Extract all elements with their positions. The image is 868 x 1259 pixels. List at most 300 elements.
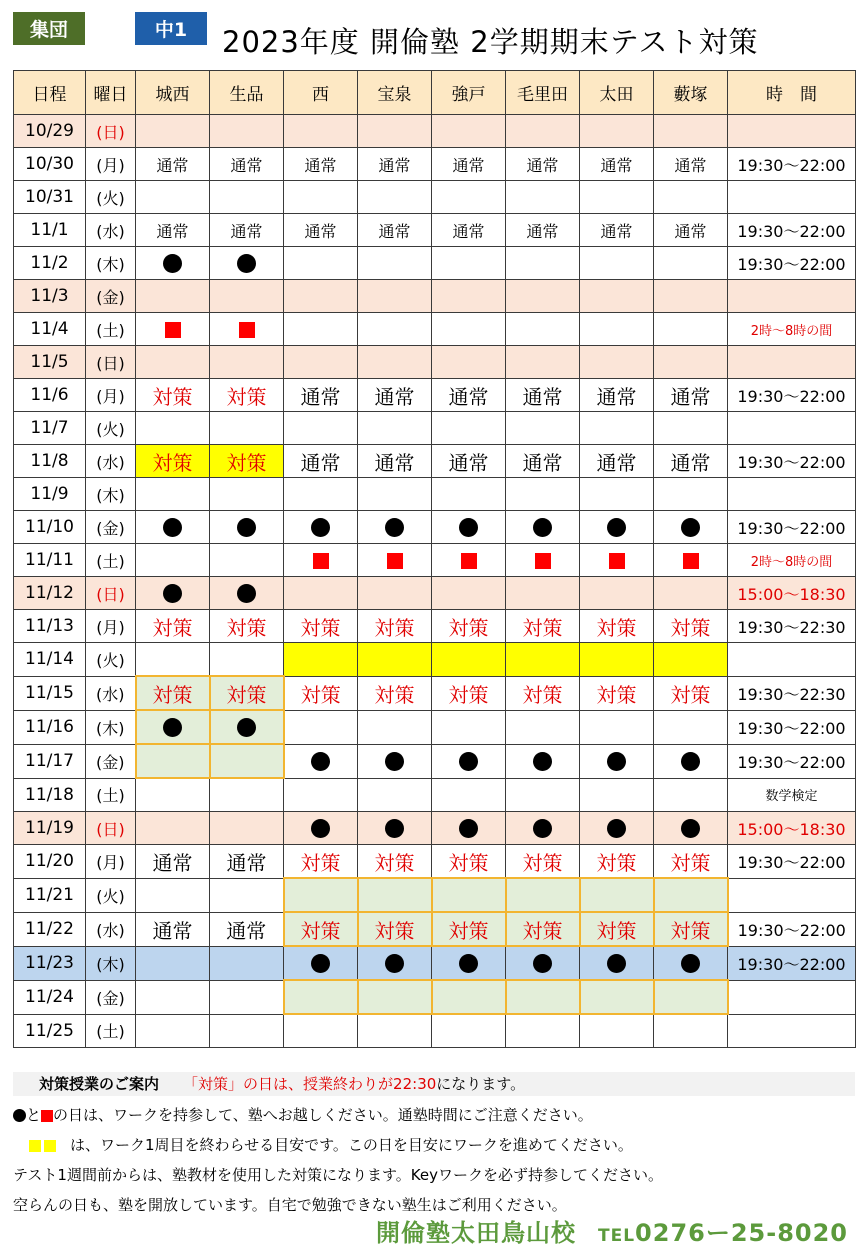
dow-cell: (火) xyxy=(86,643,136,677)
date-cell: 11/18 xyxy=(14,778,86,812)
cell xyxy=(580,710,654,744)
class-cell: 対策 xyxy=(580,845,654,879)
dow-cell: (月) xyxy=(86,845,136,879)
class-cell: 通常 xyxy=(654,445,728,478)
class-cell: 通常 xyxy=(136,148,210,181)
cell xyxy=(210,778,284,812)
time-cell xyxy=(728,412,856,445)
date-cell: 11/5 xyxy=(14,346,86,379)
black-circle-icon xyxy=(607,954,626,973)
cell xyxy=(432,247,506,280)
dow-cell: (木) xyxy=(86,478,136,511)
cell xyxy=(654,181,728,214)
cell xyxy=(358,115,432,148)
cell xyxy=(580,280,654,313)
cell xyxy=(136,313,210,346)
cell xyxy=(580,643,654,677)
dow-cell: (土) xyxy=(86,1014,136,1048)
black-circle-icon xyxy=(385,954,404,973)
cell xyxy=(284,744,358,778)
cell xyxy=(284,544,358,577)
black-circle-icon xyxy=(237,254,256,273)
black-circle-icon xyxy=(163,584,182,603)
date-cell: 11/19 xyxy=(14,812,86,845)
class-cell: 通常 xyxy=(432,148,506,181)
col-header-yabuzuka: 藪塚 xyxy=(654,71,728,115)
note-end-time-suffix: になります。 xyxy=(436,1075,526,1093)
red-square-icon xyxy=(387,553,403,569)
dow-cell: (日) xyxy=(86,115,136,148)
black-circle-icon xyxy=(607,819,626,838)
cell xyxy=(654,1014,728,1048)
cell xyxy=(432,812,506,845)
grade-label: 中1 xyxy=(135,12,207,45)
class-cell: 対策 xyxy=(432,912,506,946)
cell xyxy=(284,812,358,845)
date-cell: 10/29 xyxy=(14,115,86,148)
row-11-6 xyxy=(14,379,856,412)
date-cell: 11/2 xyxy=(14,247,86,280)
cell xyxy=(506,313,580,346)
cell xyxy=(506,346,580,379)
black-circle-icon xyxy=(311,518,330,537)
class-cell: 対策 xyxy=(284,845,358,879)
cell xyxy=(432,744,506,778)
notes-heading-row xyxy=(13,1072,855,1096)
cell xyxy=(210,412,284,445)
row-11-2 xyxy=(14,247,856,280)
time-cell xyxy=(728,980,856,1014)
black-circle-icon xyxy=(681,518,700,537)
note-line-3-text: は、ワーク1周目を終わらせる目安です。この日を目安にワークを進めてください。 xyxy=(70,1136,633,1154)
date-cell: 11/13 xyxy=(14,610,86,643)
cell xyxy=(580,980,654,1014)
date-cell: 11/25 xyxy=(14,1014,86,1048)
notes-heading: 対策授業のご案内 xyxy=(39,1075,160,1093)
cell xyxy=(284,1014,358,1048)
cell xyxy=(284,878,358,912)
cell xyxy=(358,478,432,511)
cell xyxy=(210,812,284,845)
black-circle-icon xyxy=(681,954,700,973)
row-11-24 xyxy=(14,980,856,1014)
cell xyxy=(432,878,506,912)
col-header-dow: 曜日 xyxy=(86,71,136,115)
dow-cell: (木) xyxy=(86,247,136,280)
cell xyxy=(580,313,654,346)
cell xyxy=(136,412,210,445)
class-cell: 対策 xyxy=(580,610,654,643)
black-circle-icon xyxy=(13,1109,26,1122)
time-cell: 19:30～22:00 xyxy=(728,744,856,778)
class-cell: 通常 xyxy=(210,148,284,181)
class-cell: 通常 xyxy=(432,214,506,247)
row-11-9 xyxy=(14,478,856,511)
class-cell: 通常 xyxy=(654,214,728,247)
cell xyxy=(654,710,728,744)
cell xyxy=(580,115,654,148)
cell xyxy=(432,577,506,610)
cell xyxy=(284,778,358,812)
dow-cell: (月) xyxy=(86,148,136,181)
class-cell: 通常 xyxy=(136,845,210,879)
class-cell: 通常 xyxy=(580,214,654,247)
date-cell: 10/31 xyxy=(14,181,86,214)
note-end-time: 22:30 xyxy=(393,1075,437,1093)
cell xyxy=(358,544,432,577)
cell xyxy=(654,778,728,812)
row-10-29 xyxy=(14,115,856,148)
cell xyxy=(506,577,580,610)
dow-cell: (土) xyxy=(86,778,136,812)
cell xyxy=(210,878,284,912)
class-cell: 対策 xyxy=(654,845,728,879)
class-cell: 対策 xyxy=(136,445,210,478)
cell xyxy=(358,878,432,912)
cell xyxy=(136,247,210,280)
group-label: 集団 xyxy=(13,12,85,45)
time-cell xyxy=(728,878,856,912)
note-end-time-label: 授業終わりが xyxy=(303,1075,394,1093)
cell xyxy=(358,980,432,1014)
cell xyxy=(580,946,654,980)
cell xyxy=(136,710,210,744)
cell xyxy=(210,577,284,610)
row-11-22 xyxy=(14,912,856,946)
row-11-1 xyxy=(14,214,856,247)
time-cell xyxy=(728,181,856,214)
note-line-2-text: の日は、ワークを持参して、塾へお越しください。通塾時間にご注意ください。 xyxy=(53,1106,593,1124)
cell xyxy=(654,544,728,577)
row-11-12 xyxy=(14,577,856,610)
dow-cell: (金) xyxy=(86,980,136,1014)
red-square-icon xyxy=(41,1110,53,1122)
class-cell: 対策 xyxy=(136,610,210,643)
row-11-5 xyxy=(14,346,856,379)
cell xyxy=(432,478,506,511)
dow-cell: (日) xyxy=(86,346,136,379)
dow-cell: (金) xyxy=(86,511,136,544)
cell xyxy=(136,544,210,577)
cell xyxy=(506,643,580,677)
date-cell: 11/22 xyxy=(14,912,86,946)
cell xyxy=(506,946,580,980)
black-circle-icon xyxy=(607,518,626,537)
row-11-18 xyxy=(14,778,856,812)
cell xyxy=(506,280,580,313)
row-10-30 xyxy=(14,148,856,181)
cell xyxy=(210,478,284,511)
black-circle-icon xyxy=(459,819,478,838)
cell xyxy=(136,643,210,677)
time-cell: 19:30～22:00 xyxy=(728,710,856,744)
cell xyxy=(506,778,580,812)
class-cell: 対策 xyxy=(358,676,432,710)
dow-cell: (火) xyxy=(86,412,136,445)
cell xyxy=(654,280,728,313)
time-cell: 19:30～22:30 xyxy=(728,676,856,710)
time-cell: 19:30～22:00 xyxy=(728,946,856,980)
date-cell: 11/7 xyxy=(14,412,86,445)
class-cell: 対策 xyxy=(284,610,358,643)
cell xyxy=(358,812,432,845)
black-circle-icon xyxy=(459,954,478,973)
cell xyxy=(284,946,358,980)
dow-cell: (土) xyxy=(86,313,136,346)
time-cell: 2時～8時の間 xyxy=(728,544,856,577)
class-cell: 対策 xyxy=(432,610,506,643)
cell xyxy=(136,280,210,313)
cell xyxy=(136,778,210,812)
red-square-icon xyxy=(461,553,477,569)
class-cell: 通常 xyxy=(506,148,580,181)
dow-cell: (木) xyxy=(86,710,136,744)
cell xyxy=(136,511,210,544)
cell xyxy=(210,946,284,980)
dow-cell: (火) xyxy=(86,181,136,214)
date-cell: 11/10 xyxy=(14,511,86,544)
class-cell: 通常 xyxy=(210,912,284,946)
black-circle-icon xyxy=(681,752,700,771)
class-cell: 対策 xyxy=(654,912,728,946)
class-cell: 対策 xyxy=(210,379,284,412)
cell xyxy=(580,1014,654,1048)
cell xyxy=(210,980,284,1014)
date-cell: 11/15 xyxy=(14,676,86,710)
cell xyxy=(580,511,654,544)
row-11-10 xyxy=(14,511,856,544)
cell xyxy=(432,946,506,980)
dow-cell: (金) xyxy=(86,280,136,313)
class-cell: 対策 xyxy=(210,676,284,710)
class-cell: 通常 xyxy=(358,214,432,247)
cell xyxy=(654,577,728,610)
cell xyxy=(284,643,358,677)
cell xyxy=(580,577,654,610)
time-cell: 19:30～22:00 xyxy=(728,214,856,247)
cell xyxy=(136,478,210,511)
cell xyxy=(284,115,358,148)
cell xyxy=(432,511,506,544)
cell xyxy=(210,511,284,544)
cell xyxy=(654,313,728,346)
cell xyxy=(654,478,728,511)
note-line-3 xyxy=(13,1130,855,1160)
yellow-square-icon xyxy=(29,1140,41,1152)
cell xyxy=(358,744,432,778)
black-circle-icon xyxy=(163,254,182,273)
cell xyxy=(136,577,210,610)
tel-label: TEL xyxy=(598,1226,636,1246)
time-cell xyxy=(728,1014,856,1048)
class-cell: 対策 xyxy=(432,845,506,879)
cell xyxy=(210,115,284,148)
col-header-hosen: 宝泉 xyxy=(358,71,432,115)
dow-cell: (火) xyxy=(86,878,136,912)
cell xyxy=(210,313,284,346)
time-cell: 2時～8時の間 xyxy=(728,313,856,346)
cell xyxy=(136,181,210,214)
class-cell: 通常 xyxy=(210,845,284,879)
date-cell: 11/20 xyxy=(14,845,86,879)
class-cell: 通常 xyxy=(210,214,284,247)
col-header-nishi: 西 xyxy=(284,71,358,115)
date-cell: 11/23 xyxy=(14,946,86,980)
time-cell: 19:30～22:00 xyxy=(728,445,856,478)
row-11-13 xyxy=(14,610,856,643)
black-circle-icon xyxy=(533,518,552,537)
dow-cell: (木) xyxy=(86,946,136,980)
date-cell: 11/12 xyxy=(14,577,86,610)
cell xyxy=(358,778,432,812)
cell xyxy=(654,980,728,1014)
cell xyxy=(654,412,728,445)
dow-cell: (日) xyxy=(86,812,136,845)
class-cell: 対策 xyxy=(506,912,580,946)
cell xyxy=(580,181,654,214)
cell xyxy=(284,412,358,445)
time-cell: 数学検定 xyxy=(728,778,856,812)
black-circle-icon xyxy=(163,518,182,537)
red-square-icon xyxy=(683,553,699,569)
date-cell: 11/11 xyxy=(14,544,86,577)
cell xyxy=(432,544,506,577)
class-cell: 対策 xyxy=(654,610,728,643)
black-circle-icon xyxy=(311,819,330,838)
row-11-21 xyxy=(14,878,856,912)
black-circle-icon xyxy=(533,819,552,838)
date-cell: 11/14 xyxy=(14,643,86,677)
note-line-5: 空らんの日も、塾を開放しています。自宅で勉強できない塾生はご利用ください。 xyxy=(13,1196,567,1214)
cell xyxy=(210,1014,284,1048)
cell xyxy=(136,1014,210,1048)
cell xyxy=(210,544,284,577)
cell xyxy=(432,980,506,1014)
class-cell: 対策 xyxy=(506,845,580,879)
class-cell: 対策 xyxy=(580,676,654,710)
row-11-4 xyxy=(14,313,856,346)
cell xyxy=(654,247,728,280)
class-cell: 通常 xyxy=(432,445,506,478)
class-cell: 通常 xyxy=(654,379,728,412)
col-header-josai: 城西 xyxy=(136,71,210,115)
note-line-4: テスト1週間前からは、塾教材を使用した対策になります。Keyワークを必ず持参してください。 xyxy=(13,1166,663,1184)
time-cell xyxy=(728,280,856,313)
row-11-23 xyxy=(14,946,856,980)
cell xyxy=(580,544,654,577)
cell xyxy=(358,313,432,346)
cell xyxy=(210,744,284,778)
cell xyxy=(506,710,580,744)
date-cell: 11/4 xyxy=(14,313,86,346)
black-circle-icon xyxy=(533,954,552,973)
black-circle-icon xyxy=(385,752,404,771)
cell xyxy=(506,478,580,511)
col-header-date: 日程 xyxy=(14,71,86,115)
dow-cell: (日) xyxy=(86,577,136,610)
cell xyxy=(136,812,210,845)
black-circle-icon xyxy=(385,819,404,838)
time-cell xyxy=(728,115,856,148)
footer-contact xyxy=(376,1213,848,1248)
cell xyxy=(136,115,210,148)
row-11-7 xyxy=(14,412,856,445)
class-cell: 通常 xyxy=(136,912,210,946)
dow-cell: (水) xyxy=(86,676,136,710)
black-circle-icon xyxy=(459,518,478,537)
cell xyxy=(580,744,654,778)
class-cell: 対策 xyxy=(284,676,358,710)
cell xyxy=(284,511,358,544)
black-circle-icon xyxy=(311,954,330,973)
black-circle-icon xyxy=(237,518,256,537)
time-cell: 19:30～22:00 xyxy=(728,148,856,181)
black-circle-icon xyxy=(385,518,404,537)
class-cell: 対策 xyxy=(580,912,654,946)
cell xyxy=(580,478,654,511)
dow-cell: (金) xyxy=(86,744,136,778)
black-circle-icon xyxy=(163,718,182,737)
cell xyxy=(580,778,654,812)
cell xyxy=(284,980,358,1014)
cell xyxy=(210,247,284,280)
cell xyxy=(136,346,210,379)
cell xyxy=(358,577,432,610)
dow-cell: (月) xyxy=(86,610,136,643)
cell xyxy=(136,946,210,980)
cell xyxy=(506,544,580,577)
date-cell: 11/9 xyxy=(14,478,86,511)
cell xyxy=(654,511,728,544)
cell xyxy=(580,878,654,912)
red-square-icon xyxy=(313,553,329,569)
class-cell: 対策 xyxy=(284,912,358,946)
cell xyxy=(210,181,284,214)
schedule-table xyxy=(13,70,856,1048)
red-square-icon xyxy=(239,322,255,338)
time-cell xyxy=(728,643,856,677)
row-11-17 xyxy=(14,744,856,778)
cell xyxy=(654,812,728,845)
cell xyxy=(358,946,432,980)
class-cell: 通常 xyxy=(358,148,432,181)
black-circle-icon xyxy=(459,752,478,771)
class-cell: 通常 xyxy=(284,148,358,181)
yellow-square-icon xyxy=(44,1140,56,1152)
date-cell: 11/6 xyxy=(14,379,86,412)
cell xyxy=(506,247,580,280)
cell xyxy=(654,115,728,148)
red-square-icon xyxy=(609,553,625,569)
class-cell: 通常 xyxy=(284,379,358,412)
black-circle-icon xyxy=(533,752,552,771)
cell xyxy=(580,247,654,280)
notes-section xyxy=(13,1072,855,1220)
cell xyxy=(358,643,432,677)
class-cell: 対策 xyxy=(210,445,284,478)
school-name: 開倫塾太田鳥山校 xyxy=(376,1219,576,1247)
cell xyxy=(358,1014,432,1048)
dow-cell: (水) xyxy=(86,214,136,247)
col-header-godo: 強戸 xyxy=(432,71,506,115)
cell xyxy=(654,643,728,677)
cell xyxy=(210,280,284,313)
cell xyxy=(210,346,284,379)
time-cell: 15:00～18:30 xyxy=(728,577,856,610)
cell xyxy=(284,280,358,313)
time-cell: 19:30～22:30 xyxy=(728,610,856,643)
col-header-time: 時 間 xyxy=(728,71,856,115)
